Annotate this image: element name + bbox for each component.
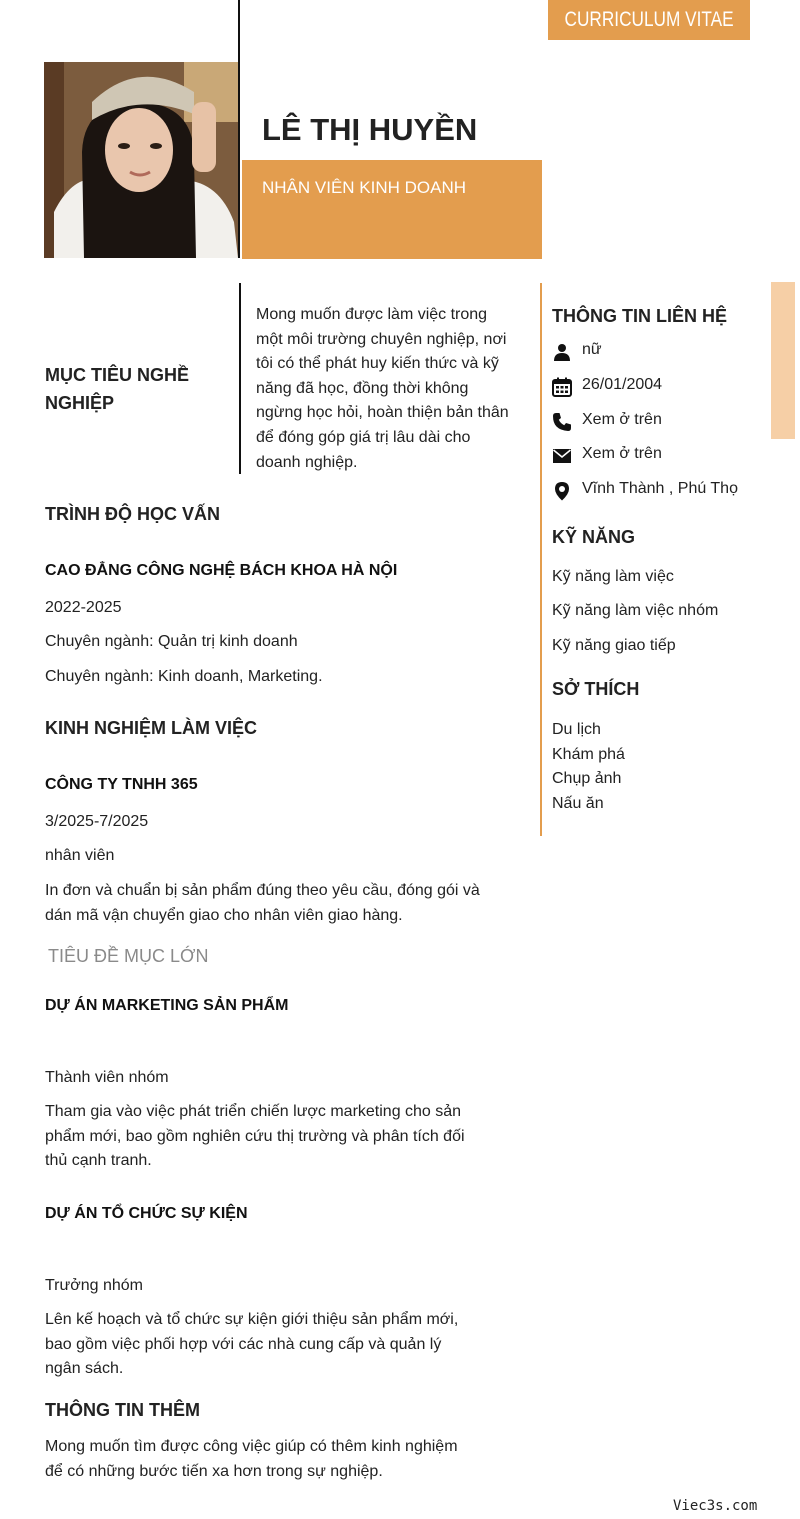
calendar-icon (552, 377, 572, 397)
contact-heading: THÔNG TIN LIÊN HỆ (552, 306, 727, 326)
profile-photo-image (44, 62, 238, 258)
additional-heading: THÔNG TIN THÊM (45, 1400, 200, 1420)
contact-email: Xem ở trên (582, 445, 662, 462)
skill-item: Kỹ năng làm việc nhóm (552, 602, 719, 619)
hobby-item: Nấu ăn (552, 794, 604, 812)
phone-icon (552, 412, 572, 432)
person-icon (552, 342, 572, 362)
sidebar-divider-line (540, 283, 542, 836)
experience-period: 3/2025-7/2025 (45, 813, 149, 830)
experience-description: In đơn và chuẩn bị sản phẩm đúng theo yêu cầu, đóng gói và dán mã vận chuyển giao cho nhân viên giao hàng. (45, 882, 480, 924)
education-heading: TRÌNH ĐỘ HỌC VẤN (45, 504, 220, 524)
skills-heading: KỸ NĂNG (552, 527, 636, 547)
contact-phone: Xem ở trên (582, 411, 662, 428)
skill-item: Kỹ năng giao tiếp (552, 637, 676, 654)
job-title: NHÂN VIÊN KINH DOANH (262, 178, 467, 197)
header-divider-line (238, 0, 240, 258)
contact-gender: nữ (582, 341, 602, 358)
project-1-description: Tham gia vào việc phát triển chiến lược marketing cho sản phẩm mới, bao gồm nghiên cứu thị trường và phân tích đối thủ cạnh tranh. (45, 1103, 465, 1170)
curriculum-vitae-badge: CURRICULUM VITAE (548, 0, 750, 40)
additional-text: Mong muốn tìm được công việc giúp có thêm kinh nghiệm để có những bước tiến xa hơn trong sự nghiệp. (45, 1438, 458, 1480)
skill-item: Kỹ năng làm việc (552, 568, 674, 585)
experience-heading: KINH NGHIỆM LÀM VIỆC (45, 718, 258, 738)
contact-birthday: 26/01/2004 (582, 376, 663, 393)
project-2-name: DỰ ÁN TỔ CHỨC SỰ KIỆN (45, 1205, 248, 1222)
job-title-box (242, 160, 542, 259)
project-2-description: Lên kế hoạch và tổ chức sự kiện giới thiệu sản phẩm mới, bao gồm việc phối hợp với các nhà cung cấp và quản lý ngân sách. (45, 1311, 459, 1378)
projects-heading: TIÊU ĐỀ MỤC LỚN (48, 946, 209, 966)
objective-text: Mong muốn được làm việc trong một môi trường chuyên nghiệp, nơi tôi có thể phát huy kiến thức và kỹ năng đã học, đồng thời không ngừng học hỏi, hoàn thiện bản thân để đóng góp giá trị lâu dài cho doanh nghiệp. (256, 306, 509, 471)
mail-icon (552, 446, 572, 466)
project-1-name: DỰ ÁN MARKETING SẢN PHẨM (45, 997, 289, 1014)
project-2-role: Trưởng nhóm (45, 1277, 143, 1294)
contact-address: Vĩnh Thành , Phú Thọ (582, 480, 738, 497)
candidate-name: LÊ THỊ HUYỀN (262, 112, 478, 147)
hobbies-heading: SỞ THÍCH (552, 679, 640, 699)
education-major-2: Chuyên ngành: Kinh doanh, Marketing. (45, 668, 323, 685)
education-major-1: Chuyên ngành: Quản trị kinh doanh (45, 633, 298, 650)
decorative-peach-bar (771, 282, 795, 439)
footer-brand: Viec3s.com (673, 1498, 758, 1514)
education-period: 2022-2025 (45, 599, 122, 616)
objective-divider-line (239, 283, 241, 474)
objective-heading: MỤC TIÊU NGHỀ NGHIỆP (45, 365, 189, 413)
project-1-role: Thành viên nhóm (45, 1069, 169, 1086)
experience-role: nhân viên (45, 847, 115, 864)
profile-photo (44, 62, 238, 258)
location-icon (552, 481, 572, 501)
hobby-item: Du lịch (552, 721, 601, 738)
hobbies-list (552, 718, 625, 816)
experience-company: CÔNG TY TNHH 365 (45, 776, 198, 793)
hobby-item: Khám phá (552, 745, 625, 763)
education-school: CAO ĐẲNG CÔNG NGHỆ BÁCH KHOA HÀ NỘI (45, 562, 398, 579)
hobby-item: Chụp ảnh (552, 770, 622, 788)
